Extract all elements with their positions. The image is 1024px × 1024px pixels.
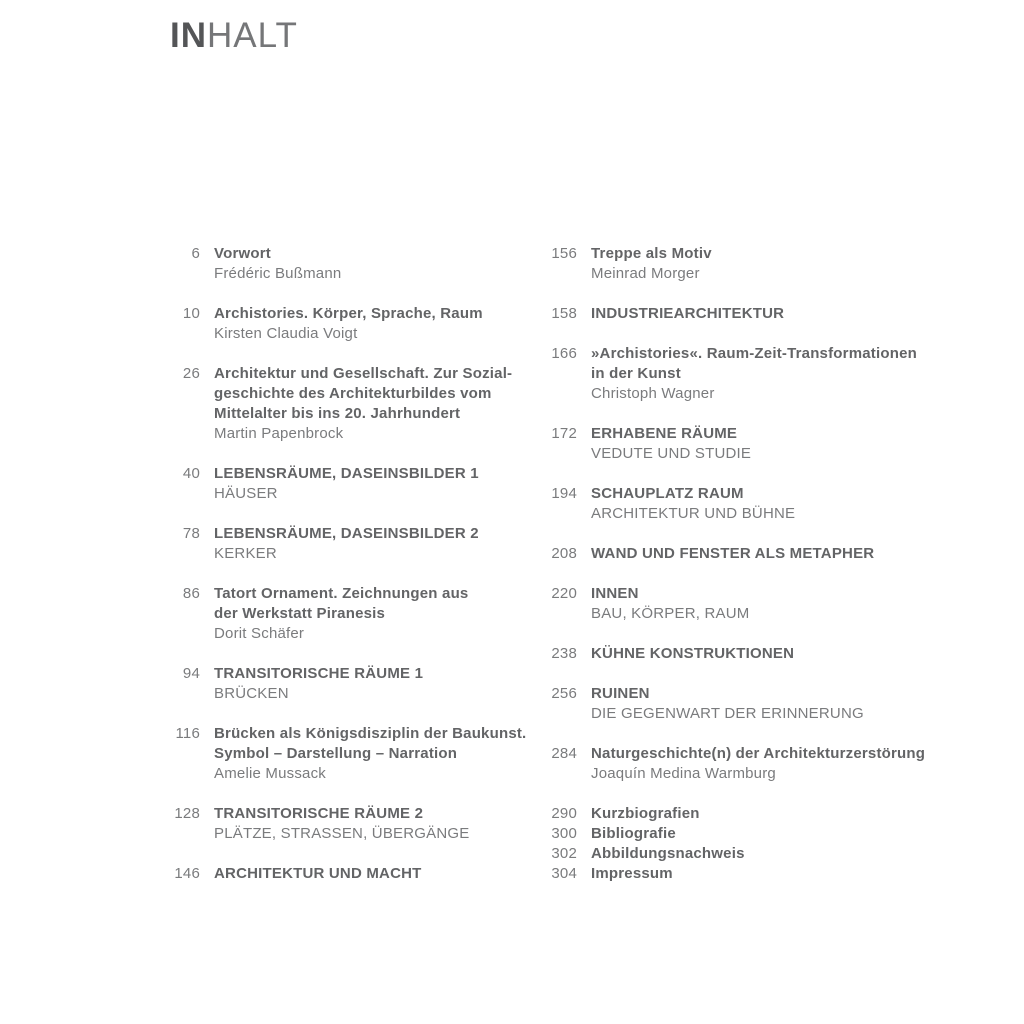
page-title-bold-part: IN (170, 16, 207, 55)
entry-title-line: RUINEN (591, 685, 650, 702)
entry-text-block (591, 844, 745, 864)
toc-column-left (164, 244, 527, 884)
toc-entry (541, 304, 961, 324)
entry-title-line: Impressum (591, 865, 673, 882)
entry-page-number: 116 (175, 725, 200, 742)
entry-subline: DIE GEGENWART DER ERINNERUNG (591, 705, 864, 722)
entry-page-number: 166 (551, 345, 577, 362)
entry-title-line: Vorwort (214, 245, 271, 262)
entry-title-line: SCHAUPLATZ RAUM (591, 485, 744, 502)
entry-text-block (591, 304, 784, 324)
entry-subline: Amelie Mussack (214, 765, 326, 782)
entry-text-block (591, 644, 794, 664)
toc-entry (541, 804, 961, 824)
entry-text-block (591, 824, 676, 844)
entry-subline: KERKER (214, 545, 277, 562)
toc-entry (164, 724, 527, 784)
entry-subline: Martin Papenbrock (214, 425, 344, 442)
entry-title-line: Archistories. Körper, Sprache, Raum (214, 305, 483, 322)
entry-text-block (591, 484, 795, 524)
entry-page-number: 284 (551, 745, 577, 762)
entry-text-block (214, 724, 526, 784)
entry-text-block (214, 304, 483, 344)
toc-entry (164, 244, 514, 284)
entry-title-line: WAND UND FENSTER ALS METAPHER (591, 545, 875, 562)
entry-subline: BAU, KÖRPER, RAUM (591, 605, 750, 622)
entry-subline: VEDUTE UND STUDIE (591, 445, 752, 462)
entry-page-number: 208 (551, 545, 577, 562)
page-title-light-part: HALT (207, 16, 298, 55)
entry-subline: Frédéric Bußmann (214, 265, 342, 282)
entry-page-number: 146 (174, 865, 200, 882)
entry-text-block (214, 584, 468, 644)
entry-page-number: 78 (182, 525, 200, 542)
entry-page-number: 86 (182, 585, 200, 602)
page-title (170, 16, 298, 56)
entry-page-number: 6 (191, 245, 200, 262)
entry-title-line: Tatort Ornament. Zeichnungen aus (214, 585, 469, 602)
entry-text-block (591, 804, 700, 824)
entry-page-number: 256 (551, 685, 577, 702)
entry-subline: ARCHITEKTUR UND BÜHNE (591, 505, 796, 522)
entry-title-line: geschichte des Architekturbildes vom (214, 385, 492, 402)
entry-title-line: Brücken als Königsdisziplin der Baukunst. (214, 725, 527, 742)
toc-entry (541, 584, 961, 624)
toc-entry (164, 864, 514, 884)
entry-subline: Kirsten Claudia Voigt (214, 325, 358, 342)
entry-page-number: 26 (182, 365, 200, 382)
entry-title-line: Bibliografie (591, 825, 676, 842)
entry-text-block (214, 364, 512, 444)
entry-text-block (591, 344, 917, 404)
entry-page-number: 302 (551, 845, 577, 862)
toc-entry (164, 364, 514, 444)
entry-subline: PLÄTZE, STRASSEN, ÜBERGÄNGE (214, 825, 470, 842)
entry-page-number: 10 (182, 305, 200, 322)
toc-entry (164, 304, 514, 344)
toc-entry (164, 584, 514, 644)
entry-title-line: in der Kunst (591, 365, 681, 382)
entry-title-line: Mittelalter bis ins 20. Jahrhundert (214, 405, 461, 422)
entry-title-line: Naturgeschichte(n) der Architekturzerstörung (591, 745, 926, 762)
toc-entry (541, 844, 961, 864)
entry-text-block (591, 684, 864, 724)
entry-title-line: TRANSITORISCHE RÄUME 1 (214, 665, 424, 682)
entry-text-block (591, 584, 749, 624)
toc-entry (541, 544, 961, 564)
toc-entry (164, 464, 514, 504)
toc-entry (541, 484, 961, 524)
entry-text-block (591, 864, 673, 884)
entry-text-block (214, 804, 469, 844)
entry-page-number: 156 (551, 245, 577, 262)
entry-title-line: ARCHITEKTUR UND MACHT (214, 865, 422, 882)
entry-subline: Dorit Schäfer (214, 625, 305, 642)
entry-page-number: 220 (551, 585, 577, 602)
entry-page-number: 290 (551, 805, 577, 822)
toc-entry (541, 684, 961, 724)
entry-page-number: 304 (551, 865, 577, 882)
entry-text-block (214, 864, 422, 884)
entry-text-block (214, 244, 341, 284)
entry-subline: HÄUSER (214, 485, 278, 502)
toc-entry (164, 804, 514, 844)
entry-title-line: »Archistories«. Raum-Zeit-Transformationen (591, 345, 917, 362)
entry-page-number: 40 (182, 465, 200, 482)
entry-title-line: Treppe als Motiv (591, 245, 712, 262)
toc-column-right (541, 244, 961, 884)
entry-text-block (591, 244, 712, 284)
entry-text-block (591, 424, 751, 464)
entry-page-number: 238 (551, 645, 577, 662)
entry-title-line: Architektur und Gesellschaft. Zur Sozial- (214, 365, 513, 382)
entry-page-number: 194 (551, 485, 577, 502)
entry-page-number: 300 (551, 825, 577, 842)
entry-title-line: LEBENSRÄUME, DASEINSBILDER 1 (214, 465, 479, 482)
toc-entry (541, 824, 961, 844)
entry-title-line: INNEN (591, 585, 639, 602)
entry-page-number: 158 (551, 305, 577, 322)
entry-subline: Christoph Wagner (591, 385, 715, 402)
entry-title-line: der Werkstatt Piranesis (214, 605, 386, 622)
entry-subline: Joaquín Medina Warmburg (591, 765, 776, 782)
entry-text-block (591, 744, 925, 784)
entry-subline: Meinrad Morger (591, 265, 700, 282)
entry-text-block (214, 464, 479, 504)
toc-entry (541, 864, 961, 884)
toc-entry (164, 524, 514, 564)
entry-title-line: Abbildungsnachweis (591, 845, 745, 862)
entry-title-line: TRANSITORISCHE RÄUME 2 (214, 805, 424, 822)
entry-title-line: INDUSTRIEARCHITEKTUR (591, 305, 785, 322)
toc-entry (541, 744, 961, 784)
toc-entry (541, 644, 961, 664)
toc-entry (541, 424, 961, 464)
entry-subline: BRÜCKEN (214, 685, 289, 702)
entry-title-line: LEBENSRÄUME, DASEINSBILDER 2 (214, 525, 479, 542)
entry-title-line: KÜHNE KONSTRUKTIONEN (591, 645, 795, 662)
toc-entry (541, 244, 961, 284)
entry-title-line: Kurzbiografien (591, 805, 700, 822)
entry-text-block (591, 544, 874, 564)
toc-entry (541, 344, 961, 404)
entry-text-block (214, 664, 423, 704)
entry-page-number: 128 (174, 805, 200, 822)
entry-page-number: 94 (182, 665, 200, 682)
entry-text-block (214, 524, 479, 564)
entry-title-line: Symbol – Darstellung – Narration (214, 745, 458, 762)
entry-page-number: 172 (551, 425, 577, 442)
toc-entry (164, 664, 514, 704)
entry-title-line: ERHABENE RÄUME (591, 425, 738, 442)
